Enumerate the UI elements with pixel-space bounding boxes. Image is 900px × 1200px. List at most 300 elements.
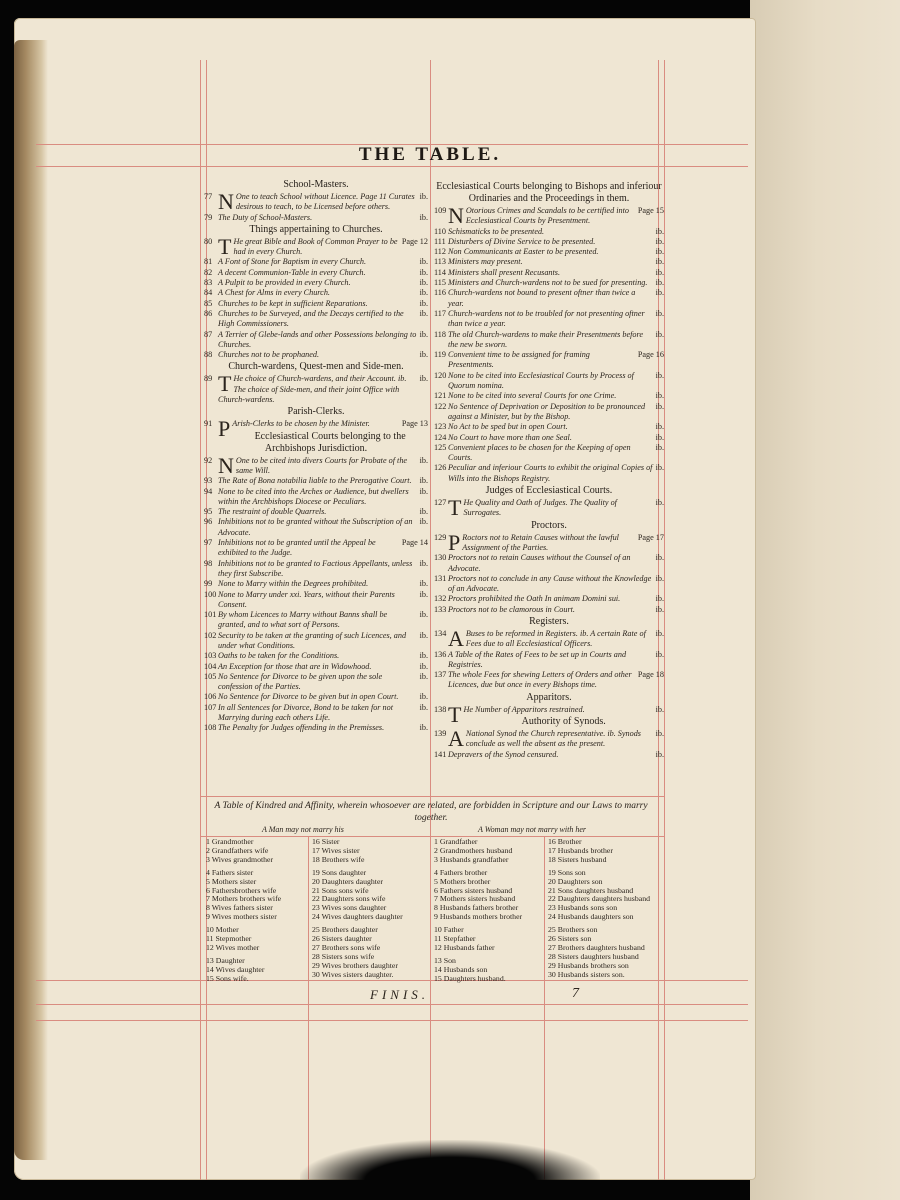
kindred-item: 10 Father (434, 925, 464, 935)
kindred-group (434, 957, 542, 984)
entry-text: No Sentence for Divorce to be given upon the sole confession of the Parties. (218, 671, 383, 692)
section-heading: Ecclesiastical Courts belonging to the Archbishops Jurisdiction. (254, 430, 406, 454)
kindred-item: 27 Brothers sons wife (312, 942, 381, 952)
entry-text: No Court to have more than one Seal. (448, 432, 572, 442)
kindred-item: 16 Sister (312, 837, 340, 846)
canon-number: 85 (204, 298, 213, 308)
entry-text: A Pulpit to be provided in every Church. (218, 278, 351, 288)
rule-kindred-head (200, 836, 664, 837)
table-entry (204, 268, 428, 278)
kindred-item: 22 Daughters daughters husband (548, 894, 650, 904)
left-column (204, 178, 428, 734)
entry-text: The old Church-wardens to make their Presentments before the new be sworn. (448, 329, 644, 349)
entry-text: The Duty of School-Masters. (218, 212, 313, 222)
kindred-group (312, 926, 426, 979)
canon-number: 94 (204, 486, 213, 496)
page-ref: ib. (419, 589, 428, 599)
rule-k2 (544, 836, 545, 1180)
entry-text: Ministers and Church-wardens not to be sued for presenting. (448, 278, 648, 288)
section-heading: Things appertaining to Churches. (249, 223, 383, 235)
page-ref: ib. (419, 630, 428, 640)
canon-number: 111 (434, 236, 446, 246)
kindred-item: 11 Stepmother (206, 934, 252, 944)
torn-edge (300, 1140, 600, 1180)
kindred-item: 25 Brothers son (548, 925, 598, 935)
table-entry (204, 278, 428, 288)
page-ref: ib. (655, 628, 664, 638)
entry-text: National Synod the Church representative. ib. Synods conclude as well the absent as the present. (465, 729, 641, 749)
page-ref: ib. (419, 702, 428, 712)
kindred-item: 28 Sisters sons wife (312, 951, 375, 961)
entry-text: Church-wardens not bound to present oftner than twice a year. (448, 288, 636, 308)
canon-number: 95 (204, 507, 213, 517)
kindred-item: 6 Fathers sisters husband (434, 885, 513, 895)
kindred-group (206, 869, 306, 922)
table-entry (204, 538, 428, 559)
man-list-a (206, 838, 306, 988)
section-heading: Registers. (529, 615, 569, 627)
drop-capital: A (448, 625, 464, 651)
rule-finis-bottom (36, 1004, 748, 1005)
page-ref: ib. (419, 610, 428, 620)
canon-number: 77 (204, 192, 213, 201)
canon-number: 119 (434, 350, 446, 360)
rule-title (36, 166, 748, 167)
finis: FINIS. (370, 987, 430, 1002)
page-ref: ib. (655, 729, 664, 739)
canon-number: 107 (204, 702, 217, 712)
table-entry (434, 726, 664, 752)
man-heading: A Man may not marry his (262, 825, 344, 834)
table-entry (434, 495, 664, 521)
page-ref: ib. (419, 308, 428, 318)
kindred-group (312, 869, 426, 922)
table-entry (434, 670, 664, 691)
page-ref: ib. (655, 278, 664, 288)
kindred-item: 1 Grandfather (434, 837, 478, 846)
table-entry (434, 650, 664, 671)
kindred-item: 2 Grandfathers wife (206, 845, 269, 855)
table-entry (434, 371, 664, 392)
page-ref: Page 13 (401, 419, 428, 429)
kindred-item: 15 Sons wife. (206, 973, 249, 983)
entry-text: By whom Licences to Marry without Banns shall be granted, and to what sort of Persons. (218, 610, 388, 630)
signature-mark: 7 (572, 986, 579, 1001)
canon-number: 105 (204, 671, 217, 681)
canon-number: 115 (434, 278, 446, 288)
table-entry (204, 662, 428, 672)
right-column (434, 180, 664, 760)
entry-text: None to be cited into the Arches or Audience, but dwellers within the Archbishops Diocese or Peculiars. (218, 486, 409, 506)
table-entry (204, 299, 428, 309)
table-entry (434, 402, 664, 423)
table-entry (434, 443, 664, 464)
entry-text: No Sentence for Divorce to be given but in open Court. (218, 692, 399, 702)
canon-number: 113 (434, 257, 446, 267)
kindred-item: 14 Husbands son (434, 964, 488, 974)
page-ref: ib. (655, 267, 664, 277)
page-ref: ib. (419, 661, 428, 671)
canon-number: 88 (204, 350, 213, 360)
page-ref: ib. (419, 374, 428, 384)
table-entry (204, 651, 428, 661)
entry-text: Proctors not to be clamorous in Court. (448, 604, 575, 614)
page-ref: ib. (655, 236, 664, 246)
kindred-item: 9 Husbands mothers brother (434, 912, 523, 922)
rule-left (200, 60, 201, 1180)
kindred-item: 23 Husbands sons son (548, 903, 618, 913)
entry-text: Arish-Clerks to be chosen by the Minister. (232, 419, 370, 429)
section-heading: Apparitors. (526, 691, 572, 703)
canon-number: 83 (204, 278, 213, 288)
table-entry (204, 559, 428, 580)
canon-number: 102 (204, 630, 217, 640)
canon-number: 138 (434, 704, 447, 714)
page-ref: ib. (655, 463, 664, 473)
kindred-item: 26 Sisters son (548, 934, 592, 944)
canon-number: 127 (434, 498, 447, 508)
page-ref: ib. (419, 278, 428, 288)
kindred-group (206, 926, 306, 953)
entry-text: Proctors not to conclude in any Cause without the Knowledge of an Advocate. (448, 573, 652, 594)
table-entry (434, 625, 664, 651)
page-ref: Page 12 (401, 236, 428, 246)
table-entry (204, 703, 428, 724)
canon-number: 123 (434, 422, 447, 432)
entry-text: Depravers of the Synod censured. (448, 749, 559, 759)
rule-center (430, 60, 431, 1180)
table-entry (434, 574, 664, 595)
kindred-item: 20 Daughters son (548, 876, 603, 886)
drop-capital: N (218, 189, 234, 214)
table-entry (204, 213, 428, 223)
entry-text: He Quality and Oath of Judges. The Quality of Surrogates. (463, 498, 617, 518)
page-ref: Page 14 (401, 538, 428, 548)
table-entry (204, 257, 428, 267)
kindred-item: 3 Wives grandmother (206, 854, 274, 864)
canon-number: 130 (434, 553, 447, 563)
kindred-item: 5 Mothers brother (434, 876, 491, 886)
entry-text: Peculiar and inferiour Courts to exhibit the original Copies of Wills into the Bishops Registry. (448, 463, 653, 483)
canon-number: 80 (204, 236, 213, 246)
drop-capital: N (218, 452, 234, 478)
entry-text: Proctors prohibited the Oath In animam Domini sui. (448, 594, 621, 604)
canon-number: 103 (204, 651, 217, 661)
kindred-group (434, 926, 542, 953)
table-entry (434, 605, 664, 615)
table-entry (434, 237, 664, 247)
table-entry (434, 529, 664, 555)
kindred-item: 21 Sons sons wife (312, 885, 369, 895)
page-ref: ib. (655, 442, 664, 452)
kindred-item: 18 Sisters husband (548, 854, 607, 864)
kindred-item: 22 Daughters sons wife (312, 894, 386, 904)
canon-number: 121 (434, 391, 447, 401)
entry-text: Ministers shall present Recusants. (448, 267, 561, 277)
entry-text: Buses to be reformed in Registers. ib. A certain Rate of Fees due to all Ecclesiastical Officers. (465, 628, 646, 649)
kindred-item: 6 Fathersbrothers wife (206, 885, 277, 895)
page-ref: Page 16 (637, 350, 664, 360)
page-ref: ib. (419, 476, 428, 486)
canon-number: 118 (434, 329, 446, 339)
canon-number: 141 (434, 749, 447, 759)
page-ref: ib. (655, 226, 664, 236)
page-ref: Page 17 (637, 532, 664, 542)
table-entry (434, 227, 664, 237)
entry-text: Churches not to be prophaned. (218, 350, 320, 360)
drop-capital: T (218, 371, 232, 397)
kindred-item: 24 Husbands daughters son (548, 912, 634, 922)
page-title: THE TABLE. (358, 144, 502, 165)
entry-text: Convenient places to be chosen for the Keeping of open Courts. (448, 442, 631, 463)
table-entry (204, 189, 428, 214)
kindred-item: 19 Sons daughter (312, 867, 367, 877)
page-ref: ib. (655, 498, 664, 508)
kindred-item: 21 Sons daughters husband (548, 885, 634, 895)
page-ref: ib. (419, 507, 428, 517)
kindred-item: 25 Brothers daughter (312, 925, 378, 935)
table-entry (204, 672, 428, 693)
kindred-item: 7 Mothers brothers wife (206, 894, 282, 904)
entry-text: None to be cited into several Courts for one Crime. (448, 391, 617, 401)
entry-text: One to be cited into divers Courts for Probate of the same Will. (235, 455, 408, 475)
kindred-item: 5 Mothers sister (206, 876, 257, 886)
drop-capital: P (448, 529, 461, 555)
canon-number: 139 (434, 729, 447, 739)
table-entry (204, 692, 428, 702)
page-ref: ib. (655, 432, 664, 442)
canon-number: 84 (204, 288, 213, 298)
kindred-item: 11 Stepfather (434, 934, 476, 944)
entry-text: Roctors not to Retain Causes without the lawful Assignment of the Parties. (462, 532, 619, 552)
kindred-item: 16 Brother (548, 837, 582, 846)
kindred-group (434, 838, 542, 865)
page-ref: ib. (655, 401, 664, 411)
page-ref: ib. (655, 391, 664, 401)
canon-number: 86 (204, 308, 213, 318)
page-ref: Page 18 (637, 670, 664, 680)
kindred-item: 14 Wives daughter (206, 964, 265, 974)
kindred-item: 8 Husbands fathers brother (434, 903, 519, 913)
entry-text: The Rate of Bona notabilia liable to the Prerogative Court. (218, 476, 412, 486)
table-entry (204, 590, 428, 611)
rule-right (664, 60, 665, 1180)
canon-number: 87 (204, 329, 213, 339)
entry-text: The whole Fees for shewing Letters of Orders and other Licences, due but once in every Bishops time. (448, 670, 632, 690)
entry-text: Inhibitions not to be granted until the Appeal be exhibited to the Judge. (218, 538, 376, 558)
canon-number: 79 (204, 212, 213, 222)
section-heading: Ecclesiastical Courts belonging to Bishops and inferiour Ordinaries and the Proceedings in them. (436, 181, 662, 204)
canon-number: 91 (204, 419, 213, 429)
page-ref: ib. (419, 558, 428, 568)
section-heading: Church-wardens, Quest-men and Side-men. (228, 361, 404, 373)
page-ref: ib. (655, 308, 664, 318)
kindred-group (548, 926, 660, 979)
kindred-item: 20 Daughters daughter (312, 876, 384, 886)
table-entry (434, 203, 664, 228)
kindred-item: 23 Wives sons daughter (312, 903, 387, 913)
kindred-item: 12 Husbands father (434, 942, 495, 952)
kindred-item: 27 Brothers daughters husband (548, 942, 645, 952)
canon-number: 104 (204, 661, 217, 671)
entry-text: Inhibitions not to be granted without the Subscription of an Advocate. (218, 517, 413, 537)
kindred-item: 13 Daughter (206, 955, 245, 965)
table-entry (434, 247, 664, 257)
page-ref: ib. (655, 573, 664, 583)
canon-number: 92 (204, 455, 213, 465)
section-heading: Proctors. (531, 519, 567, 531)
kindred-heading: A Table of Kindred and Affinity, wherein whosoever are related, are forbidden in Scripture and our Laws to marry together. (214, 801, 648, 823)
entry-text: Disturbers of Divine Service to be presented. (448, 236, 596, 246)
kindred-item: 7 Mothers sisters husband (434, 894, 516, 904)
kindred-item: 28 Sisters daughters husband (548, 951, 639, 961)
page-ref: ib. (419, 350, 428, 360)
table-entry (204, 350, 428, 360)
canon-number: 89 (204, 374, 213, 384)
canon-number: 120 (434, 370, 447, 380)
canon-number: 81 (204, 257, 213, 267)
page-ref: ib. (419, 486, 428, 496)
page-ref: ib. (655, 247, 664, 257)
entry-text: An Exception for those that are in Widowhood. (218, 661, 372, 671)
kindred-item: 30 Wives sisters daughter. (312, 969, 394, 979)
entry-text: He great Bible and Book of Common Prayer to be had in every Church. (233, 236, 398, 257)
table-entry (434, 422, 664, 432)
page-ref: ib. (655, 649, 664, 659)
table-entry (204, 452, 428, 478)
kindred-item: 4 Fathers brother (434, 867, 488, 877)
page-ref: ib. (655, 422, 664, 432)
canon-number: 133 (434, 604, 447, 614)
canon-number: 93 (204, 476, 213, 486)
kindred-item: 2 Grandmothers husband (434, 845, 513, 855)
page-ref: ib. (655, 370, 664, 380)
canon-number: 134 (434, 628, 447, 638)
page-ref: ib. (419, 671, 428, 681)
kindred-group (548, 838, 660, 865)
table-entry (434, 391, 664, 401)
page-ref: Page 15 (637, 206, 664, 215)
section-heading: School-Masters. (283, 179, 349, 190)
woman-heading: A Woman may not marry with her (478, 825, 586, 834)
entry-text: Non Communicants at Easter to be presented. (448, 247, 599, 257)
entry-text: The Penalty for Judges offending in the Premisses. (218, 723, 385, 733)
entry-text: A Table of the Rates of Fees to be set up in Courts and Registries. (448, 649, 627, 669)
table-entry (434, 278, 664, 288)
entry-text: One to teach School without Licence. Page 11 Curates desirous to teach, to be Licensed before others. (235, 192, 415, 212)
canon-number: 108 (204, 723, 217, 733)
worn-page-edge (14, 40, 48, 1160)
drop-capital: T (218, 233, 232, 259)
page-ref: ib. (419, 257, 428, 267)
table-entry (204, 330, 428, 351)
kindred-item: 17 Husbands brother (548, 845, 613, 855)
page-ref: ib. (419, 579, 428, 589)
kindred-item: 13 Son (434, 955, 456, 965)
entry-text: No Sentence of Deprivation or Deposition to be pronounced against a Minister, but by the Bishop. (448, 401, 646, 421)
table-entry (204, 487, 428, 508)
kindred-item: 24 Wives daughters daughter (312, 912, 403, 922)
canon-number: 96 (204, 517, 213, 527)
canon-number: 136 (434, 649, 447, 659)
kindred-item: 30 Husbands sisters son. (548, 969, 625, 979)
entry-text: Churches to be Surveyed, and the Decays certified to the High Commissioners. (218, 308, 404, 329)
kindred-item: 18 Brothers wife (312, 854, 365, 864)
kindred-item: 17 Wives sister (312, 845, 360, 855)
canon-number: 137 (434, 670, 447, 680)
kindred-item: 19 Sons son (548, 867, 586, 877)
entry-text: Ministers may present. (448, 257, 523, 267)
kindred-item: 4 Fathers sister (206, 867, 254, 877)
kindred-group (434, 869, 542, 922)
drop-capital: N (448, 203, 464, 228)
page-ref: ib. (655, 594, 664, 604)
table-entry (204, 233, 428, 259)
page-ref: ib. (419, 692, 428, 702)
entry-text: A Font of Stone for Baptism in every Church. (218, 257, 367, 267)
canon-number: 117 (434, 308, 446, 318)
entry-text: Security to be taken at the granting of such Licences, and under what Conditions. (218, 630, 407, 650)
canon-number: 106 (204, 692, 217, 702)
background-right (750, 0, 900, 1200)
entry-text: Oaths to be taken for the Conditions. (218, 651, 340, 661)
kindred-item: 26 Sisters daughter (312, 934, 372, 944)
page-ref: ib. (419, 288, 428, 298)
entry-text: In all Sentences for Divorce, Bond to be taken for not Marrying during each others Life. (218, 702, 394, 723)
entry-text: He choice of Church-wardens, and their Account. ib. The choice of Side-men, and their joint Office with Church-wardens. (218, 374, 407, 405)
page-ref: ib. (419, 192, 428, 201)
entry-text: Inhibitions not to be granted to Factious Appellants, unless they first Subscribe. (218, 558, 413, 578)
canon-number: 110 (434, 226, 446, 236)
page-ref: ib. (655, 553, 664, 563)
entry-text: None to Marry within the Degrees prohibited. (218, 579, 369, 589)
entry-text: A Chest for Alms in every Church. (218, 288, 330, 298)
page-ref: ib. (419, 329, 428, 339)
entry-text: Convenient time to be assigned for framing Presentments. (448, 350, 590, 370)
drop-capital: T (448, 701, 462, 727)
entry-text: Schismaticks to be presented. (448, 226, 545, 236)
kindred-item: 10 Mother (206, 925, 239, 935)
page-ref: ib. (419, 298, 428, 308)
canon-number: 116 (434, 288, 446, 298)
kindred-group (548, 869, 660, 922)
entry-text: Otorious Crimes and Scandals to be certified into Ecclesiastical Courts by Presentment. (465, 206, 629, 226)
entry-text: Proctors not to retain Causes without the Counsel of an Advocate. (448, 553, 631, 573)
drop-capital: T (448, 495, 462, 521)
table-entry (204, 579, 428, 589)
section-heading: Parish-Clerks. (287, 406, 345, 418)
table-entry (204, 507, 428, 517)
canon-number: 122 (434, 401, 447, 411)
canon-number: 98 (204, 558, 213, 568)
table-entry (434, 268, 664, 278)
page-ref: ib. (655, 749, 664, 759)
table-entry (434, 750, 664, 760)
table-entry (434, 553, 664, 574)
rule-k1 (308, 836, 309, 1180)
entry-text: A Terrier of Glebe-lands and other Possessions belonging to Churches. (218, 329, 417, 349)
table-entry (204, 517, 428, 538)
page-ref: ib. (419, 517, 428, 527)
kindred-item: 9 Wives mothers sister (206, 912, 277, 922)
woman-list-b (548, 838, 660, 984)
table-entry (204, 631, 428, 652)
table-entry (434, 330, 664, 351)
table-entry (204, 371, 428, 405)
kindred-item: 12 Wives mother (206, 942, 260, 952)
page-ref: ib. (419, 455, 428, 465)
entry-text: The restraint of double Quarrels. (218, 507, 327, 517)
